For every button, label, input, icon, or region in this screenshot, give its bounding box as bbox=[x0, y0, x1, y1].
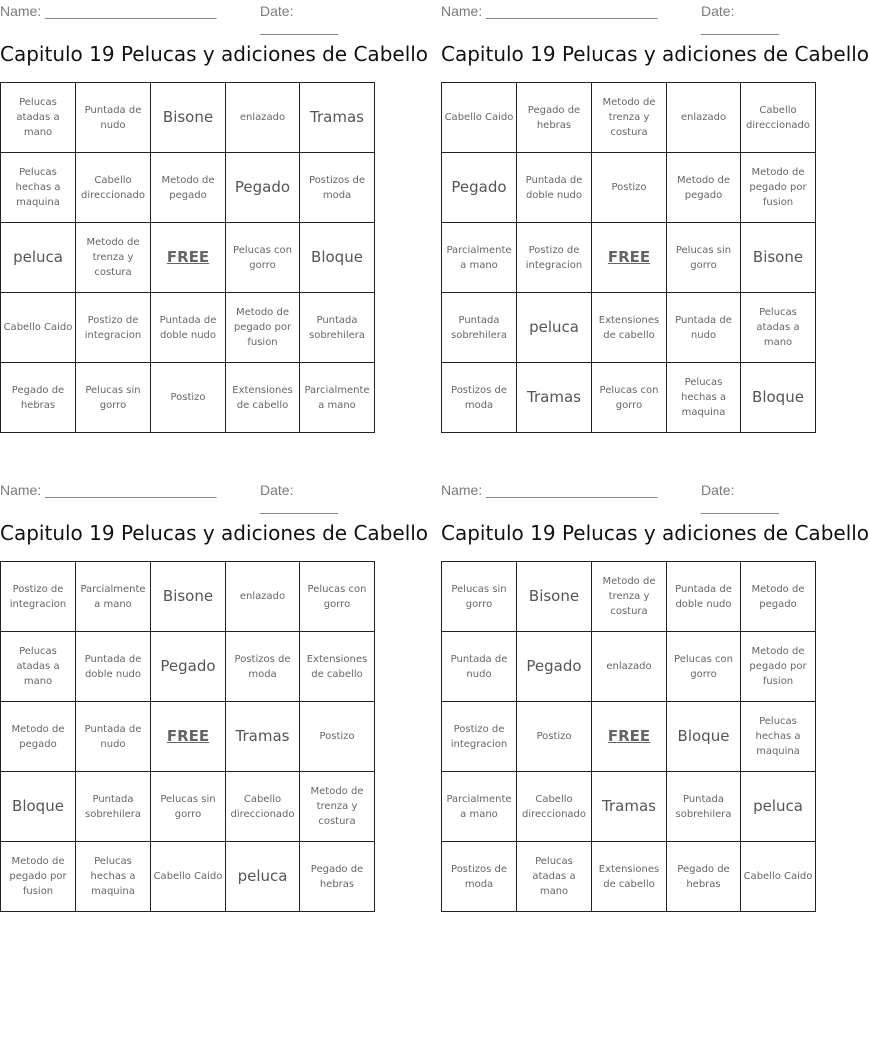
bingo-cell: Metodo de pegado bbox=[667, 153, 741, 223]
bingo-cell: Postizo de integracion bbox=[1, 562, 76, 632]
bingo-cell: Bloque bbox=[300, 223, 375, 293]
bingo-cell: Metodo de pegado bbox=[741, 562, 816, 632]
bingo-cell: Puntada sobrehilera bbox=[442, 293, 517, 363]
bingo-cell: Postizo bbox=[300, 702, 375, 772]
bingo-cell: Pelucas hechas a maquina bbox=[741, 702, 816, 772]
bingo-grid bbox=[441, 82, 816, 433]
bingo-cell: Pelucas hechas a maquina bbox=[667, 363, 741, 433]
bingo-cell: Bisone bbox=[741, 223, 816, 293]
bingo-cell: Pegado de hebras bbox=[667, 842, 741, 912]
card-header bbox=[441, 479, 816, 514]
bingo-card bbox=[441, 479, 869, 897]
free-space-cell: FREE bbox=[592, 223, 667, 293]
bingo-cell: Pelucas atadas a mano bbox=[1, 632, 76, 702]
bingo-cell: Metodo de pegado por fusion bbox=[226, 293, 300, 363]
bingo-grid bbox=[0, 82, 375, 433]
bingo-cell: Puntada de nudo bbox=[667, 293, 741, 363]
bingo-cell: Metodo de trenza y costura bbox=[300, 772, 375, 842]
bingo-cell: Extensiones de cabello bbox=[300, 632, 375, 702]
bingo-cell: enlazado bbox=[226, 562, 300, 632]
name-line: Name: ______________________ bbox=[441, 3, 658, 19]
bingo-cell: Metodo de pegado por fusion bbox=[1, 842, 76, 912]
bingo-cell: Postizos de moda bbox=[442, 363, 517, 433]
bingo-cell: Parcialmente a mano bbox=[300, 363, 375, 433]
name-line: Name: ______________________ bbox=[441, 482, 658, 498]
bingo-cell: Puntada de doble nudo bbox=[76, 632, 151, 702]
bingo-cell: Pelucas con gorro bbox=[300, 562, 375, 632]
date-line: Date: __________ bbox=[260, 3, 338, 35]
bingo-cell: Postizo de integracion bbox=[442, 702, 517, 772]
bingo-cell: Parcialmente a mano bbox=[442, 772, 517, 842]
bingo-cell: Puntada de nudo bbox=[76, 83, 151, 153]
bingo-cell: Pelucas hechas a maquina bbox=[1, 153, 76, 223]
bingo-cell: Puntada sobrehilera bbox=[667, 772, 741, 842]
bingo-cell: Pelucas sin gorro bbox=[76, 363, 151, 433]
card-title: Capitulo 19 Pelucas y adiciones de Cabello bbox=[0, 42, 429, 66]
bingo-cell: Pelucas sin gorro bbox=[667, 223, 741, 293]
bingo-cell: Pelucas atadas a mano bbox=[1, 83, 76, 153]
card-title: Capitulo 19 Pelucas y adiciones de Cabello bbox=[0, 521, 429, 545]
bingo-cell: Tramas bbox=[592, 772, 667, 842]
bingo-cell: Metodo de pegado por fusion bbox=[741, 632, 816, 702]
bingo-cell: Bloque bbox=[1, 772, 76, 842]
bingo-cell: Parcialmente a mano bbox=[442, 223, 517, 293]
date-line: Date: __________ bbox=[701, 482, 779, 514]
card-header bbox=[0, 479, 375, 514]
bingo-cell: Cabello Caido bbox=[741, 842, 816, 912]
bingo-cell: Puntada sobrehilera bbox=[76, 772, 151, 842]
bingo-cell: Pelucas sin gorro bbox=[442, 562, 517, 632]
bingo-cell: Pelucas con gorro bbox=[592, 363, 667, 433]
bingo-cell: Metodo de pegado por fusion bbox=[741, 153, 816, 223]
bingo-cell: Pelucas con gorro bbox=[667, 632, 741, 702]
bingo-cell: Cabello Caido bbox=[151, 842, 226, 912]
bingo-cell: Pegado bbox=[226, 153, 300, 223]
bingo-cell: Bisone bbox=[151, 83, 226, 153]
bingo-cell: Pelucas sin gorro bbox=[151, 772, 226, 842]
bingo-cell: Bisone bbox=[151, 562, 226, 632]
bingo-grid bbox=[441, 561, 816, 912]
card-header bbox=[0, 0, 375, 35]
bingo-cell: enlazado bbox=[592, 632, 667, 702]
name-line: Name: ______________________ bbox=[0, 3, 217, 19]
bingo-cell: enlazado bbox=[226, 83, 300, 153]
bingo-cell: Postizo de integracion bbox=[517, 223, 592, 293]
bingo-cell: peluca bbox=[1, 223, 76, 293]
bingo-cell: Puntada de doble nudo bbox=[151, 293, 226, 363]
bingo-cell: Puntada sobrehilera bbox=[300, 293, 375, 363]
bingo-cell: Postizos de moda bbox=[442, 842, 517, 912]
bingo-cell: Cabello direccionado bbox=[517, 772, 592, 842]
bingo-cell: Pelucas atadas a mano bbox=[741, 293, 816, 363]
bingo-cell: Pegado bbox=[442, 153, 517, 223]
bingo-cell: Postizos de moda bbox=[300, 153, 375, 223]
bingo-cell: Pegado bbox=[151, 632, 226, 702]
date-line: Date: __________ bbox=[701, 3, 779, 35]
bingo-cell: Puntada de nudo bbox=[442, 632, 517, 702]
bingo-cell: peluca bbox=[517, 293, 592, 363]
bingo-cell: Tramas bbox=[517, 363, 592, 433]
bingo-cell: Pegado de hebras bbox=[300, 842, 375, 912]
bingo-cell: Postizo de integracion bbox=[76, 293, 151, 363]
bingo-grid bbox=[0, 561, 375, 912]
name-line: Name: ______________________ bbox=[0, 482, 217, 498]
bingo-cell: Puntada de doble nudo bbox=[517, 153, 592, 223]
bingo-cell: Metodo de trenza y costura bbox=[592, 83, 667, 153]
bingo-cell: Pegado bbox=[517, 632, 592, 702]
free-space-cell: FREE bbox=[151, 702, 226, 772]
bingo-cell: Extensiones de cabello bbox=[592, 293, 667, 363]
bingo-cell: Parcialmente a mano bbox=[76, 562, 151, 632]
bingo-cell: Postizo bbox=[151, 363, 226, 433]
bingo-card bbox=[0, 479, 429, 897]
bingo-cell: Bisone bbox=[517, 562, 592, 632]
bingo-cell: enlazado bbox=[667, 83, 741, 153]
bingo-cell: Puntada de nudo bbox=[76, 702, 151, 772]
bingo-cell: Metodo de trenza y costura bbox=[76, 223, 151, 293]
bingo-cell: Pelucas con gorro bbox=[226, 223, 300, 293]
bingo-cell: Cabello Caido bbox=[442, 83, 517, 153]
card-title: Capitulo 19 Pelucas y adiciones de Cabello bbox=[441, 521, 869, 545]
card-header bbox=[441, 0, 816, 35]
bingo-cell: Tramas bbox=[300, 83, 375, 153]
bingo-cell: peluca bbox=[741, 772, 816, 842]
bingo-card bbox=[441, 0, 869, 418]
bingo-cell: Pelucas atadas a mano bbox=[517, 842, 592, 912]
bingo-card bbox=[0, 0, 429, 411]
bingo-cell: Extensiones de cabello bbox=[592, 842, 667, 912]
bingo-cell: Extensiones de cabello bbox=[226, 363, 300, 433]
free-space-cell: FREE bbox=[151, 223, 226, 293]
card-title: Capitulo 19 Pelucas y adiciones de Cabello bbox=[441, 42, 869, 66]
free-space-cell: FREE bbox=[592, 702, 667, 772]
bingo-cell: Bloque bbox=[741, 363, 816, 433]
bingo-cell: Puntada de doble nudo bbox=[667, 562, 741, 632]
bingo-cell: peluca bbox=[226, 842, 300, 912]
bingo-cell: Metodo de pegado bbox=[151, 153, 226, 223]
bingo-cell: Postizo bbox=[592, 153, 667, 223]
bingo-cell: Cabello Caido bbox=[1, 293, 76, 363]
bingo-cell: Metodo de trenza y costura bbox=[592, 562, 667, 632]
bingo-cell: Bloque bbox=[667, 702, 741, 772]
bingo-cell: Pegado de hebras bbox=[1, 363, 76, 433]
bingo-cell: Postizos de moda bbox=[226, 632, 300, 702]
bingo-cell: Cabello direccionado bbox=[76, 153, 151, 223]
bingo-cell: Metodo de pegado bbox=[1, 702, 76, 772]
bingo-cell: Pelucas hechas a maquina bbox=[76, 842, 151, 912]
bingo-cell: Cabello direccionado bbox=[741, 83, 816, 153]
bingo-cell: Tramas bbox=[226, 702, 300, 772]
bingo-cell: Cabello direccionado bbox=[226, 772, 300, 842]
bingo-cell: Postizo bbox=[517, 702, 592, 772]
date-line: Date: __________ bbox=[260, 482, 338, 514]
bingo-cell: Pegado de hebras bbox=[517, 83, 592, 153]
